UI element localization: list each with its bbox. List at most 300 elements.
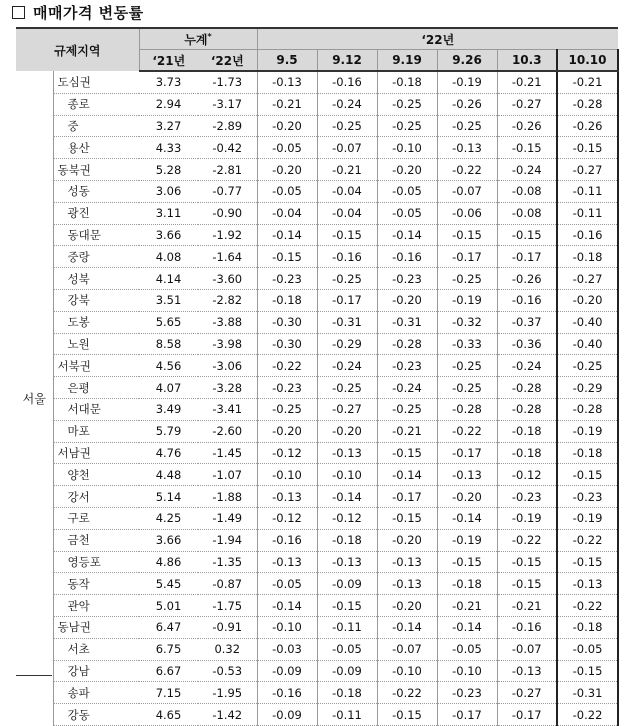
week-change-cell: -0.15 — [257, 246, 317, 268]
week-change-cell: -0.09 — [257, 660, 317, 682]
district-name: 강북 — [53, 289, 139, 311]
district-name: 구로 — [53, 507, 139, 529]
week-change-cell: -0.07 — [317, 137, 377, 159]
cumulative-21-cell: 4.08 — [139, 246, 198, 268]
cumulative-22-cell: -1.35 — [198, 551, 257, 573]
header-col-week: 9.12 — [317, 50, 377, 72]
week-change-current-cell: -0.40 — [557, 333, 618, 355]
table-row — [16, 660, 618, 682]
week-change-cell: -0.04 — [317, 180, 377, 202]
week-change-cell: -0.28 — [437, 398, 497, 420]
table-row — [16, 115, 618, 137]
district-name: 서초 — [53, 638, 139, 660]
table-row — [16, 573, 618, 595]
week-change-cell: -0.20 — [377, 159, 437, 181]
week-change-cell: -0.14 — [317, 486, 377, 508]
week-change-cell: -0.23 — [257, 377, 317, 399]
week-change-cell: -0.31 — [377, 311, 437, 333]
week-change-current-cell: -0.19 — [557, 420, 618, 442]
week-change-cell: -0.05 — [317, 638, 377, 660]
district-name: 금천 — [53, 529, 139, 551]
week-change-cell: -0.26 — [437, 93, 497, 115]
week-change-cell: -0.15 — [317, 595, 377, 617]
week-change-cell: -0.25 — [377, 115, 437, 137]
week-change-cell: -0.17 — [497, 704, 557, 726]
week-change-cell: -0.16 — [317, 71, 377, 93]
week-change-cell: -0.17 — [317, 289, 377, 311]
week-change-cell: -0.25 — [437, 377, 497, 399]
week-change-cell: -0.14 — [437, 616, 497, 638]
table-row — [16, 93, 618, 115]
week-change-current-cell: -0.27 — [557, 159, 618, 181]
district-name: 도심권 — [53, 71, 139, 93]
table-row — [16, 180, 618, 202]
week-change-cell: -0.09 — [317, 573, 377, 595]
district-name: 성북 — [53, 268, 139, 290]
week-change-cell: -0.09 — [317, 660, 377, 682]
week-change-cell: -0.26 — [497, 268, 557, 290]
week-change-cell: -0.20 — [437, 486, 497, 508]
week-change-current-cell: -0.18 — [557, 616, 618, 638]
week-change-cell: -0.13 — [497, 660, 557, 682]
cumulative-22-cell: -0.53 — [198, 660, 257, 682]
cumulative-22-cell: -1.42 — [198, 704, 257, 726]
week-change-cell: -0.20 — [377, 289, 437, 311]
week-change-cell: -0.05 — [437, 638, 497, 660]
district-name: 서남권 — [53, 442, 139, 464]
week-change-cell: -0.24 — [497, 355, 557, 377]
header-col-cum22: ‘22년 — [198, 50, 257, 72]
week-change-cell: -0.04 — [257, 202, 317, 224]
week-change-cell: -0.27 — [317, 398, 377, 420]
week-change-cell: -0.05 — [257, 573, 317, 595]
week-change-cell: -0.10 — [377, 660, 437, 682]
week-change-cell: -0.36 — [497, 333, 557, 355]
week-change-cell: -0.15 — [377, 507, 437, 529]
week-change-cell: -0.24 — [377, 377, 437, 399]
table-row — [16, 551, 618, 573]
week-change-current-cell: -0.16 — [557, 224, 618, 246]
week-change-cell: -0.31 — [317, 311, 377, 333]
district-name: 마포 — [53, 420, 139, 442]
table-row — [16, 289, 618, 311]
cumulative-21-cell: 4.48 — [139, 464, 198, 486]
week-change-cell: -0.15 — [497, 573, 557, 595]
week-change-cell: -0.13 — [377, 573, 437, 595]
week-change-current-cell: -0.11 — [557, 202, 618, 224]
cumulative-21-cell: 5.45 — [139, 573, 198, 595]
week-change-cell: -0.05 — [257, 137, 317, 159]
week-change-cell: -0.14 — [377, 464, 437, 486]
cumulative-22-cell: -0.90 — [198, 202, 257, 224]
week-change-cell: -0.25 — [437, 268, 497, 290]
week-change-current-cell: -0.18 — [557, 246, 618, 268]
week-change-cell: -0.17 — [437, 246, 497, 268]
table-row — [16, 355, 618, 377]
header-col-week: 9.19 — [377, 50, 437, 72]
week-change-current-cell: -0.15 — [557, 660, 618, 682]
cumulative-22-cell: -1.94 — [198, 529, 257, 551]
week-change-cell: -0.17 — [497, 246, 557, 268]
week-change-cell: -0.24 — [317, 93, 377, 115]
week-change-current-cell: -0.40 — [557, 311, 618, 333]
cumulative-22-cell: -3.98 — [198, 333, 257, 355]
cumulative-21-cell: 3.06 — [139, 180, 198, 202]
table-row — [16, 529, 618, 551]
table-body — [16, 71, 618, 725]
week-change-cell: -0.11 — [317, 616, 377, 638]
header-cumulative: 누계* — [139, 28, 257, 50]
cumulative-21-cell: 4.86 — [139, 551, 198, 573]
week-change-cell: -0.16 — [377, 246, 437, 268]
week-change-cell: -0.33 — [437, 333, 497, 355]
week-change-cell: -0.21 — [317, 159, 377, 181]
cumulative-22-cell: -1.73 — [198, 71, 257, 93]
table-row — [16, 442, 618, 464]
week-change-cell: -0.16 — [317, 246, 377, 268]
week-change-cell: -0.21 — [497, 595, 557, 617]
cumulative-22-cell: -3.60 — [198, 268, 257, 290]
week-change-cell: -0.23 — [257, 268, 317, 290]
week-change-cell: -0.15 — [437, 224, 497, 246]
week-change-cell: -0.11 — [317, 704, 377, 726]
week-change-cell: -0.08 — [497, 202, 557, 224]
table-row — [16, 638, 618, 660]
cumulative-22-cell: -1.95 — [198, 682, 257, 704]
district-name: 동대문 — [53, 224, 139, 246]
district-name: 강동 — [53, 704, 139, 726]
week-change-cell: -0.25 — [437, 115, 497, 137]
header-col-week-current: 10.10 — [557, 50, 618, 72]
district-name: 노원 — [53, 333, 139, 355]
week-change-cell: -0.21 — [497, 71, 557, 93]
cumulative-21-cell: 6.47 — [139, 616, 198, 638]
district-name: 서대문 — [53, 398, 139, 420]
table-row — [16, 398, 618, 420]
table-row — [16, 71, 618, 93]
week-change-cell: -0.15 — [497, 551, 557, 573]
cumulative-22-cell: -3.17 — [198, 93, 257, 115]
week-change-cell: -0.22 — [497, 529, 557, 551]
week-change-cell: -0.12 — [317, 507, 377, 529]
week-change-cell: -0.25 — [377, 93, 437, 115]
week-change-cell: -0.30 — [257, 311, 317, 333]
week-change-current-cell: -0.31 — [557, 682, 618, 704]
section-title — [12, 2, 144, 24]
district-name: 광진 — [53, 202, 139, 224]
header-col-week: 10.3 — [497, 50, 557, 72]
week-change-current-cell: -0.19 — [557, 507, 618, 529]
region-bottom-rule — [16, 675, 52, 676]
district-name: 성동 — [53, 180, 139, 202]
cumulative-21-cell: 3.66 — [139, 529, 198, 551]
cumulative-22-cell: -1.49 — [198, 507, 257, 529]
week-change-cell: -0.12 — [257, 442, 317, 464]
section-title-text: 매매가격 변동률 — [33, 4, 144, 22]
district-name: 동북권 — [53, 159, 139, 181]
week-change-cell: -0.29 — [317, 333, 377, 355]
header-year22: ‘22년 — [257, 28, 618, 50]
week-change-cell: -0.08 — [497, 180, 557, 202]
week-change-cell: -0.18 — [317, 682, 377, 704]
week-change-cell: -0.18 — [377, 71, 437, 93]
week-change-cell: -0.10 — [317, 464, 377, 486]
week-change-cell: -0.23 — [497, 486, 557, 508]
week-change-cell: -0.19 — [437, 289, 497, 311]
week-change-cell: -0.30 — [257, 333, 317, 355]
week-change-cell: -0.18 — [437, 573, 497, 595]
week-change-cell: -0.07 — [437, 180, 497, 202]
cumulative-21-cell: 3.11 — [139, 202, 198, 224]
week-change-cell: -0.15 — [497, 137, 557, 159]
header-col-cum21: ‘21년 — [139, 50, 198, 72]
cumulative-22-cell: -0.87 — [198, 573, 257, 595]
week-change-current-cell: -0.18 — [557, 442, 618, 464]
week-change-cell: -0.26 — [497, 115, 557, 137]
cumulative-21-cell: 7.15 — [139, 682, 198, 704]
cumulative-21-cell: 3.66 — [139, 224, 198, 246]
week-change-cell: -0.28 — [497, 398, 557, 420]
week-change-cell: -0.13 — [437, 137, 497, 159]
district-name: 관악 — [53, 595, 139, 617]
week-change-cell: -0.10 — [437, 660, 497, 682]
week-change-cell: -0.05 — [377, 202, 437, 224]
week-change-cell: -0.15 — [377, 442, 437, 464]
cumulative-22-cell: -2.81 — [198, 159, 257, 181]
week-change-cell: -0.16 — [257, 529, 317, 551]
table-row — [16, 224, 618, 246]
week-change-cell: -0.17 — [377, 486, 437, 508]
cumulative-21-cell: 3.49 — [139, 398, 198, 420]
week-change-cell: -0.17 — [437, 442, 497, 464]
week-change-cell: -0.25 — [377, 398, 437, 420]
week-change-cell: -0.17 — [437, 704, 497, 726]
week-change-cell: -0.23 — [377, 355, 437, 377]
week-change-cell: -0.22 — [377, 682, 437, 704]
cumulative-22-cell: -3.28 — [198, 377, 257, 399]
table-row — [16, 137, 618, 159]
week-change-cell: -0.14 — [377, 616, 437, 638]
week-change-cell: -0.18 — [257, 289, 317, 311]
table-row — [16, 616, 618, 638]
week-change-cell: -0.21 — [377, 420, 437, 442]
cumulative-22-cell: -2.60 — [198, 420, 257, 442]
district-name: 중랑 — [53, 246, 139, 268]
week-change-cell: -0.10 — [257, 464, 317, 486]
week-change-current-cell: -0.15 — [557, 464, 618, 486]
week-change-cell: -0.22 — [257, 355, 317, 377]
cumulative-21-cell: 5.65 — [139, 311, 198, 333]
week-change-cell: -0.16 — [257, 682, 317, 704]
cumulative-22-cell: -1.07 — [198, 464, 257, 486]
week-change-cell: -0.12 — [497, 464, 557, 486]
cumulative-21-cell: 4.07 — [139, 377, 198, 399]
week-change-cell: -0.25 — [317, 115, 377, 137]
week-change-cell: -0.16 — [497, 616, 557, 638]
week-change-cell: -0.04 — [317, 202, 377, 224]
week-change-cell: -0.18 — [317, 529, 377, 551]
header-col-week: 9.26 — [437, 50, 497, 72]
week-change-cell: -0.15 — [497, 224, 557, 246]
week-change-cell: -0.07 — [377, 638, 437, 660]
week-change-cell: -0.28 — [497, 377, 557, 399]
district-name: 강남 — [53, 660, 139, 682]
cumulative-21-cell: 5.28 — [139, 159, 198, 181]
cumulative-21-cell: 5.14 — [139, 486, 198, 508]
week-change-cell: -0.23 — [437, 682, 497, 704]
week-change-current-cell: -0.15 — [557, 137, 618, 159]
week-change-cell: -0.37 — [497, 311, 557, 333]
week-change-current-cell: -0.23 — [557, 486, 618, 508]
week-change-cell: -0.24 — [317, 355, 377, 377]
week-change-cell: -0.03 — [257, 638, 317, 660]
week-change-cell: -0.19 — [497, 507, 557, 529]
cumulative-22-cell: -1.45 — [198, 442, 257, 464]
week-change-cell: -0.19 — [437, 71, 497, 93]
table-row — [16, 246, 618, 268]
table-row — [16, 377, 618, 399]
table-row — [16, 159, 618, 181]
week-change-cell: -0.21 — [437, 595, 497, 617]
cumulative-21-cell: 4.76 — [139, 442, 198, 464]
week-change-cell: -0.22 — [437, 159, 497, 181]
cumulative-22-cell: -2.82 — [198, 289, 257, 311]
header-region: 규제지역 — [16, 28, 139, 71]
cumulative-21-cell: 4.65 — [139, 704, 198, 726]
district-name: 양천 — [53, 464, 139, 486]
week-change-cell: -0.25 — [437, 355, 497, 377]
table-row — [16, 682, 618, 704]
week-change-current-cell: -0.25 — [557, 355, 618, 377]
week-change-cell: -0.15 — [377, 704, 437, 726]
district-name: 용산 — [53, 137, 139, 159]
checkbox-square-icon — [12, 6, 25, 19]
week-change-cell: -0.13 — [437, 464, 497, 486]
district-name: 종로 — [53, 93, 139, 115]
week-change-cell: -0.07 — [497, 638, 557, 660]
cumulative-21-cell: 3.51 — [139, 289, 198, 311]
week-change-cell: -0.06 — [437, 202, 497, 224]
table-row — [16, 464, 618, 486]
week-change-current-cell: -0.15 — [557, 551, 618, 573]
week-change-cell: -0.13 — [257, 551, 317, 573]
week-change-cell: -0.13 — [257, 71, 317, 93]
week-change-cell: -0.12 — [257, 507, 317, 529]
cumulative-21-cell: 6.75 — [139, 638, 198, 660]
week-change-cell: -0.32 — [437, 311, 497, 333]
week-change-cell: -0.20 — [377, 529, 437, 551]
district-name: 동남권 — [53, 616, 139, 638]
cumulative-21-cell: 4.33 — [139, 137, 198, 159]
week-change-current-cell: -0.11 — [557, 180, 618, 202]
week-change-cell: -0.27 — [497, 682, 557, 704]
week-change-cell: -0.13 — [377, 551, 437, 573]
cumulative-21-cell: 8.58 — [139, 333, 198, 355]
week-change-cell: -0.14 — [377, 224, 437, 246]
table-row — [16, 420, 618, 442]
cumulative-21-cell: 6.67 — [139, 660, 198, 682]
week-change-cell: -0.20 — [257, 115, 317, 137]
week-change-cell: -0.15 — [317, 224, 377, 246]
cumulative-22-cell: -2.89 — [198, 115, 257, 137]
district-name: 강서 — [53, 486, 139, 508]
week-change-cell: -0.20 — [257, 159, 317, 181]
district-name: 영등포 — [53, 551, 139, 573]
cumulative-22-cell: -3.06 — [198, 355, 257, 377]
week-change-cell: -0.25 — [257, 398, 317, 420]
cumulative-21-cell: 2.94 — [139, 93, 198, 115]
week-change-current-cell: -0.21 — [557, 71, 618, 93]
week-change-cell: -0.14 — [257, 224, 317, 246]
week-change-cell: -0.20 — [377, 595, 437, 617]
cumulative-22-cell: -3.88 — [198, 311, 257, 333]
week-change-cell: -0.20 — [257, 420, 317, 442]
week-change-current-cell: -0.20 — [557, 289, 618, 311]
district-name: 서북권 — [53, 355, 139, 377]
cumulative-21-cell: 5.79 — [139, 420, 198, 442]
region-label: 서울 — [16, 71, 53, 725]
cumulative-21-cell: 4.25 — [139, 507, 198, 529]
week-change-cell: -0.15 — [437, 551, 497, 573]
week-change-cell: -0.05 — [257, 180, 317, 202]
table-row — [16, 202, 618, 224]
cumulative-21-cell: 5.01 — [139, 595, 198, 617]
cumulative-22-cell: -0.42 — [198, 137, 257, 159]
week-change-cell: -0.25 — [317, 268, 377, 290]
week-change-cell: -0.05 — [377, 180, 437, 202]
week-change-cell: -0.25 — [317, 377, 377, 399]
week-change-current-cell: -0.29 — [557, 377, 618, 399]
week-change-cell: -0.18 — [497, 442, 557, 464]
price-change-table — [16, 27, 619, 726]
table-row — [16, 333, 618, 355]
district-name: 은평 — [53, 377, 139, 399]
table-header — [16, 28, 618, 71]
header-col-week: 9.5 — [257, 50, 317, 72]
week-change-current-cell: -0.22 — [557, 595, 618, 617]
cumulative-21-cell: 3.27 — [139, 115, 198, 137]
week-change-current-cell: -0.28 — [557, 93, 618, 115]
cumulative-22-cell: -1.75 — [198, 595, 257, 617]
week-change-cell: -0.09 — [257, 704, 317, 726]
week-change-cell: -0.22 — [437, 420, 497, 442]
cumulative-22-cell: -1.92 — [198, 224, 257, 246]
cumulative-22-cell: 0.32 — [198, 638, 257, 660]
week-change-current-cell: -0.05 — [557, 638, 618, 660]
week-change-cell: -0.13 — [257, 486, 317, 508]
district-name: 도봉 — [53, 311, 139, 333]
week-change-current-cell: -0.27 — [557, 268, 618, 290]
table-row — [16, 268, 618, 290]
week-change-cell: -0.18 — [497, 420, 557, 442]
week-change-cell: -0.21 — [257, 93, 317, 115]
district-name: 동작 — [53, 573, 139, 595]
table-row — [16, 595, 618, 617]
week-change-current-cell: -0.22 — [557, 704, 618, 726]
week-change-current-cell: -0.28 — [557, 398, 618, 420]
cumulative-22-cell: -0.77 — [198, 180, 257, 202]
week-change-cell: -0.20 — [317, 420, 377, 442]
cumulative-21-cell: 4.14 — [139, 268, 198, 290]
cumulative-22-cell: -0.91 — [198, 616, 257, 638]
week-change-cell: -0.10 — [377, 137, 437, 159]
cumulative-22-cell: -3.41 — [198, 398, 257, 420]
cumulative-22-cell: -1.88 — [198, 486, 257, 508]
week-change-cell: -0.16 — [497, 289, 557, 311]
week-change-cell: -0.14 — [437, 507, 497, 529]
week-change-cell: -0.28 — [377, 333, 437, 355]
week-change-cell: -0.24 — [497, 159, 557, 181]
